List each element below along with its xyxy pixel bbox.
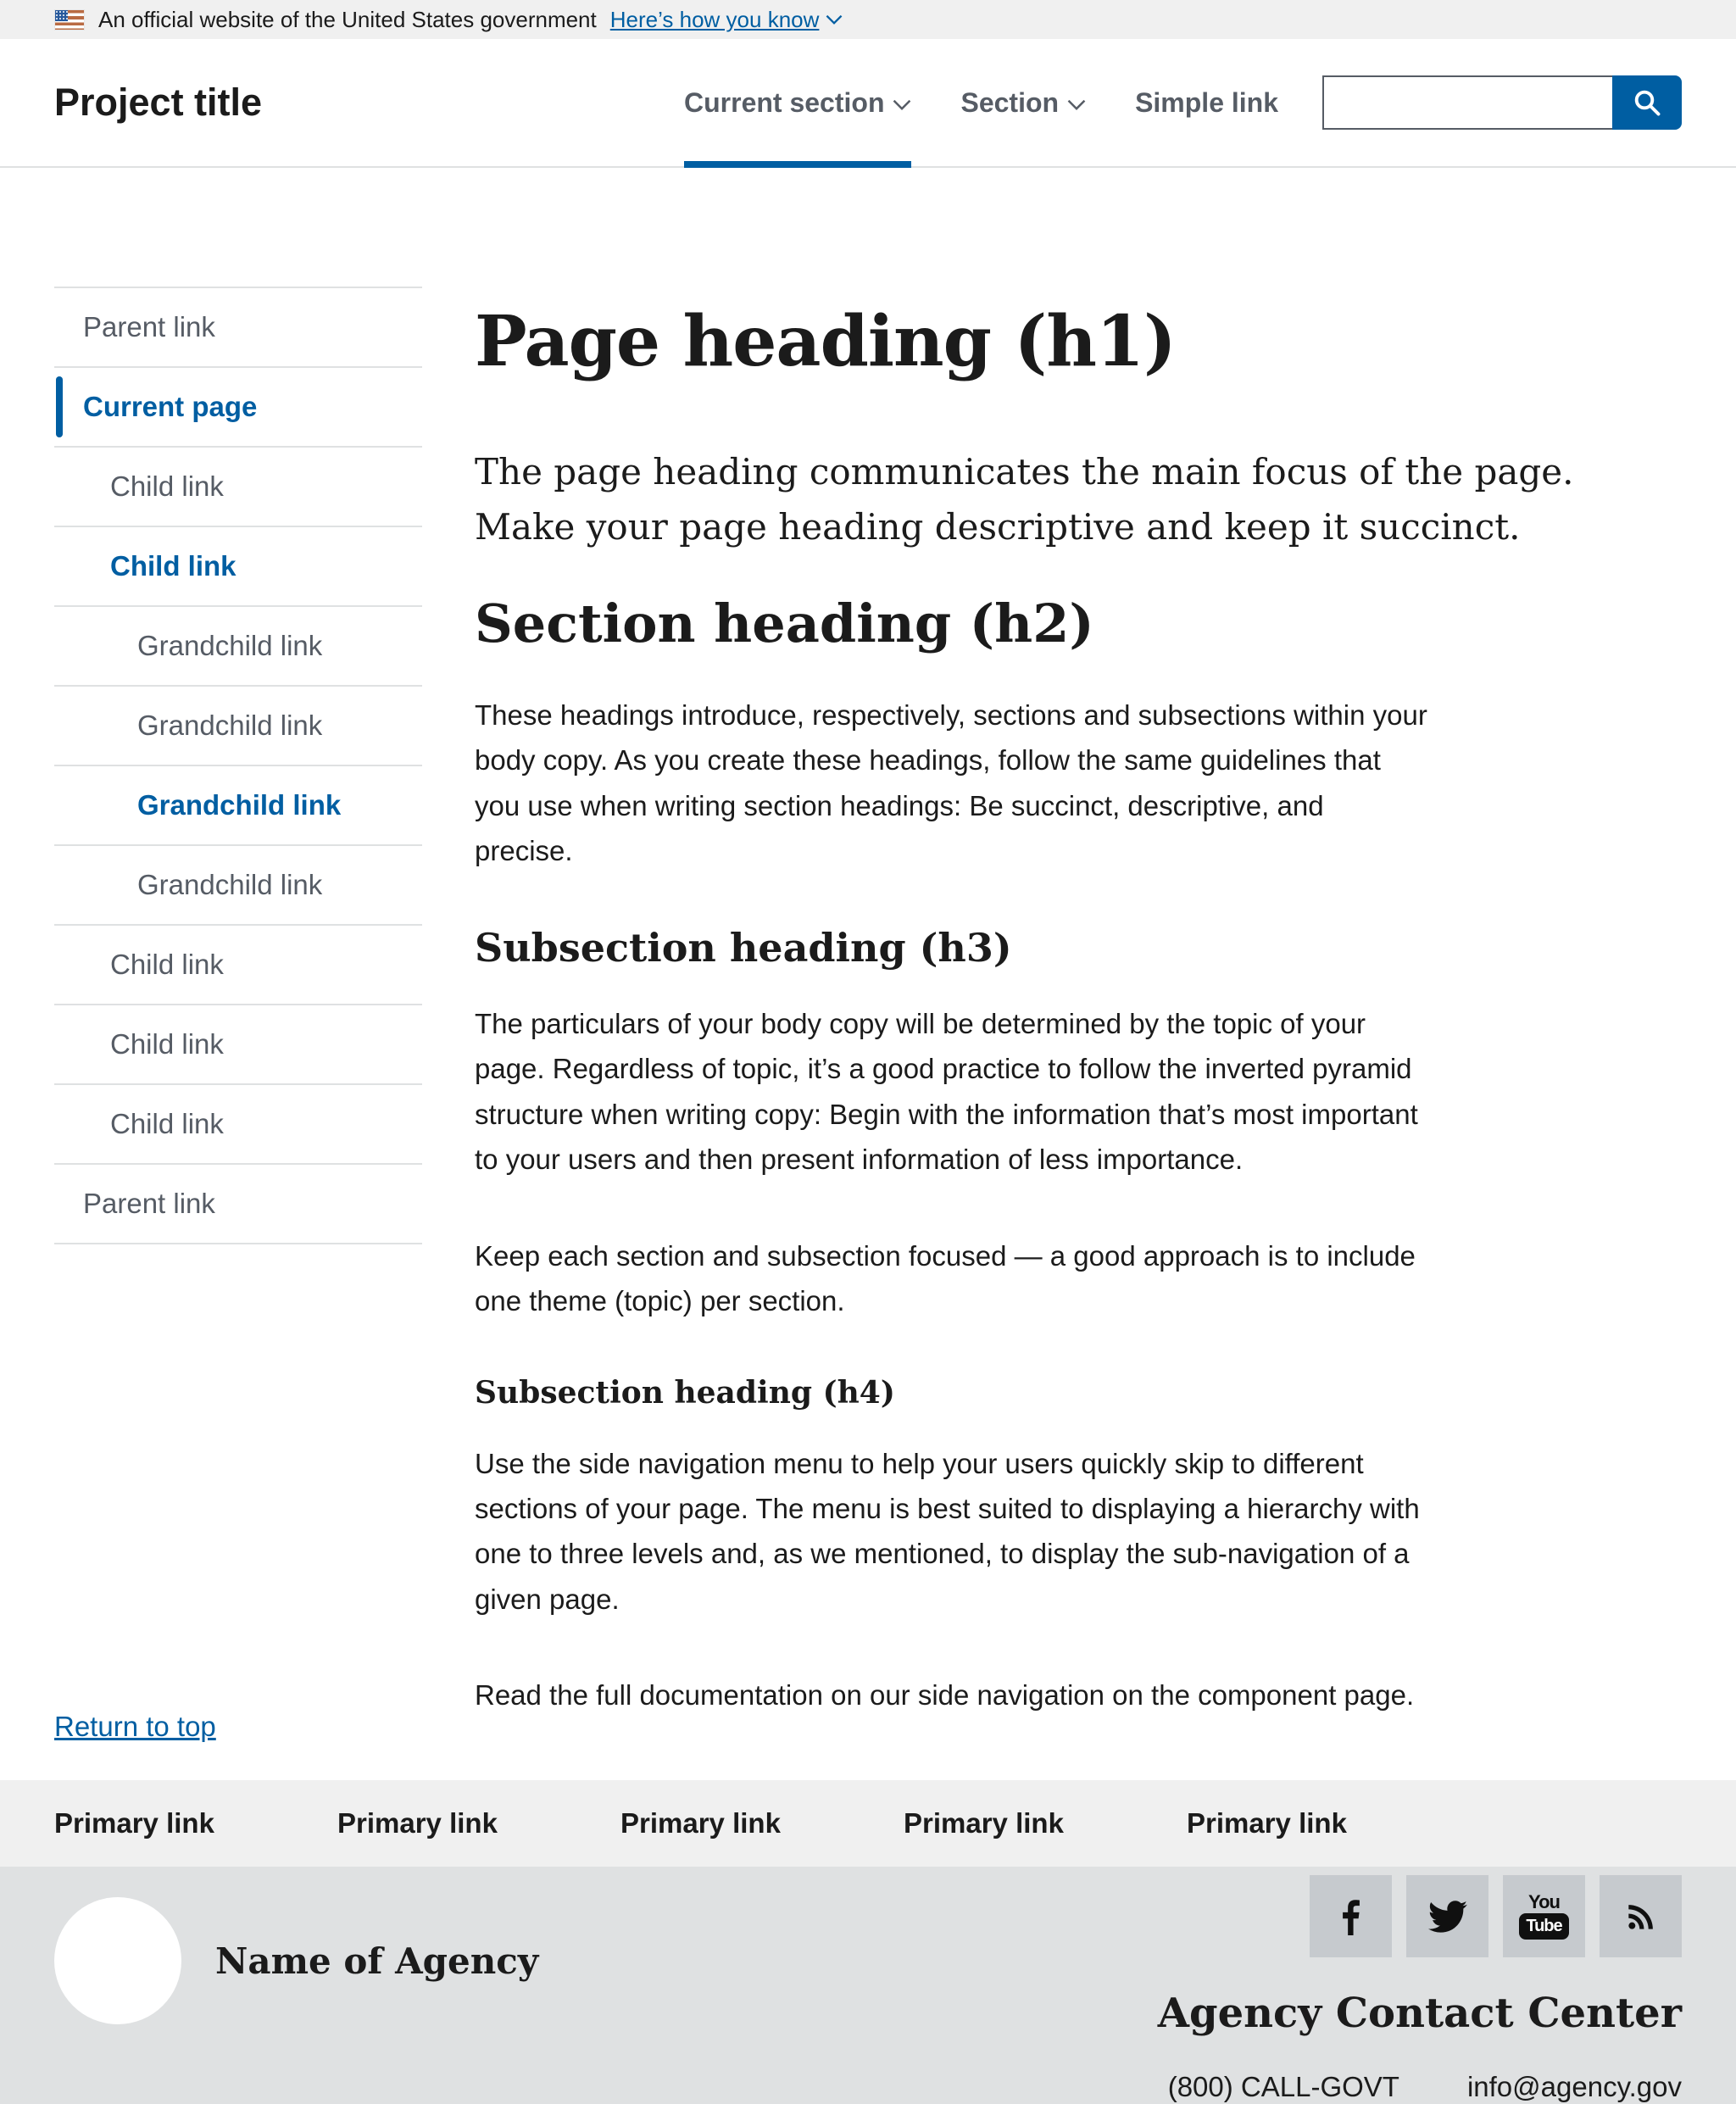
- sidenav-item: [54, 765, 422, 844]
- section-heading: Section heading (h2): [475, 592, 1094, 654]
- nav-item-section[interactable]: [960, 39, 1086, 166]
- footer-primary-nav: [0, 1780, 1736, 1867]
- chevron-down-icon: [1067, 99, 1086, 110]
- sidenav-link-parent[interactable]: Parent link: [83, 1188, 215, 1219]
- subsection-heading-h3: Subsection heading (h3): [475, 924, 1012, 971]
- youtube-icon[interactable]: [1503, 1875, 1585, 1957]
- search-input[interactable]: [1322, 75, 1612, 130]
- sidenav-item: [54, 526, 422, 605]
- sidenav-link-grandchild[interactable]: Grandchild link: [137, 869, 323, 900]
- nav-item-label: Current section: [684, 86, 885, 118]
- intro-paragraph: The page heading communicates the main focus of the page. Make your page heading descriptive and keep it succinct.: [475, 451, 1574, 548]
- youtube-logo: [1519, 1893, 1568, 1940]
- footer-nav-item: [1187, 1807, 1470, 1840]
- sidenav-link-child-active[interactable]: Child link: [110, 550, 236, 582]
- sidenav-item: [54, 1163, 422, 1243]
- search-icon: [1632, 87, 1662, 118]
- social-links: [1158, 1875, 1682, 1957]
- footer-primary-link[interactable]: Primary link: [904, 1807, 1064, 1839]
- footer-primary-link[interactable]: Primary link: [620, 1807, 781, 1839]
- body-paragraph: The particulars of your body copy will be determined by the topic of your page. Regardless of topic, it’s a good practice to follow the inverted pyramid structure when writing copy: Begin with the information that’s most important to your users and then present information of less importance.: [475, 1007, 1418, 1176]
- chevron-down-icon: [826, 14, 843, 25]
- body-paragraph: Read the full documentation on our side navigation on the component page.: [475, 1679, 1415, 1712]
- search-button[interactable]: [1612, 75, 1682, 130]
- nav-item-current-section[interactable]: [684, 39, 911, 166]
- footer-nav-item: [54, 1807, 337, 1840]
- sidenav-link-parent[interactable]: Parent link: [83, 311, 215, 342]
- sidenav-item: [54, 446, 422, 526]
- sidenav-item: [54, 1083, 422, 1163]
- page-content: [0, 168, 1736, 1780]
- youtube-text-bottom: Tube: [1519, 1913, 1568, 1940]
- nav-item-label: Simple link: [1135, 86, 1278, 118]
- agency-email-link[interactable]: info@agency.gov: [1466, 2071, 1682, 2102]
- site-title: Project title: [54, 81, 263, 124]
- sidenav-link-child[interactable]: Child link: [110, 1028, 224, 1060]
- agency-contact-block: [1158, 1867, 1682, 2104]
- sidenav-link-child[interactable]: Child link: [110, 949, 224, 980]
- agency-contact-heading: Agency Contact Center: [1157, 1990, 1682, 2037]
- footer-primary-link[interactable]: Primary link: [337, 1807, 498, 1839]
- sidenav-link-grandchild[interactable]: Grandchild link: [137, 630, 323, 661]
- banner-how-you-know-link[interactable]: [610, 7, 843, 33]
- subsection-heading-h4: Subsection heading (h4): [475, 1374, 895, 1411]
- sidenav-link-grandchild[interactable]: Grandchild link: [137, 710, 323, 741]
- body-paragraph: Keep each section and subsection focused — a good approach is to include one theme (topic) per section.: [475, 1239, 1416, 1317]
- agency-name: Name of Agency: [215, 1940, 539, 1982]
- rss-icon[interactable]: [1600, 1875, 1682, 1957]
- search-form: [1322, 75, 1682, 130]
- return-to-top-link[interactable]: Return to top: [54, 1711, 216, 1742]
- sidenav-item: [54, 605, 422, 685]
- chevron-down-icon: [893, 99, 911, 110]
- sidenav-item: [54, 366, 422, 446]
- sidenav-link-grandchild-active[interactable]: Grandchild link: [137, 789, 342, 821]
- footer-primary-link[interactable]: Primary link: [1187, 1807, 1347, 1839]
- site-header: [0, 39, 1736, 168]
- sidenav-item: [54, 685, 422, 765]
- youtube-text-top: You: [1528, 1891, 1560, 1912]
- us-flag-icon: [54, 9, 85, 31]
- footer-nav-item: [620, 1807, 904, 1840]
- sidenav-item: [54, 1004, 422, 1083]
- footer-nav-item: [904, 1807, 1187, 1840]
- primary-nav: [684, 39, 1278, 166]
- side-navigation: [54, 287, 422, 1244]
- page-title: Page heading (h1): [475, 301, 1176, 382]
- sidenav-link-child[interactable]: Child link: [110, 1108, 224, 1139]
- facebook-icon[interactable]: [1310, 1875, 1392, 1957]
- body-paragraph: Use the side navigation menu to help your users quickly skip to different sections of your page. The menu is best suited to displaying a hierarchy with one to three levels and, as we mentioned, to display the sub-navigation of a given page.: [475, 1447, 1420, 1615]
- agency-logo: [54, 1897, 181, 2024]
- agency-contact-details: [1158, 2071, 1682, 2103]
- sidenav-item: [54, 844, 422, 924]
- sidenav-link-child[interactable]: Child link: [110, 470, 224, 502]
- main-content: [475, 270, 1678, 1718]
- banner-link-label: Here’s how you know: [609, 6, 820, 32]
- agency-identity: [54, 1897, 538, 2024]
- gov-banner: [0, 0, 1736, 39]
- footer-nav-item: [337, 1807, 620, 1840]
- footer-primary-link[interactable]: Primary link: [54, 1807, 214, 1839]
- nav-item-simple-link[interactable]: [1135, 39, 1278, 166]
- footer-agency-section: [0, 1867, 1736, 2104]
- sidenav-item: [54, 924, 422, 1004]
- sidenav-item: [54, 287, 422, 366]
- body-paragraph: These headings introduce, respectively, sections and subsections within your body copy. As you create these headings, follow the same guidelines that you use when writing section headings: Be succinct, descriptive, and precise.: [475, 699, 1427, 867]
- twitter-icon[interactable]: [1406, 1875, 1488, 1957]
- nav-item-label: Section: [960, 86, 1060, 118]
- agency-phone-link[interactable]: (800) CALL-GOVT: [1167, 2071, 1399, 2102]
- gov-banner-text: An official website of the United States government: [98, 6, 597, 32]
- sidenav-link-current-page[interactable]: Current page: [54, 368, 422, 446]
